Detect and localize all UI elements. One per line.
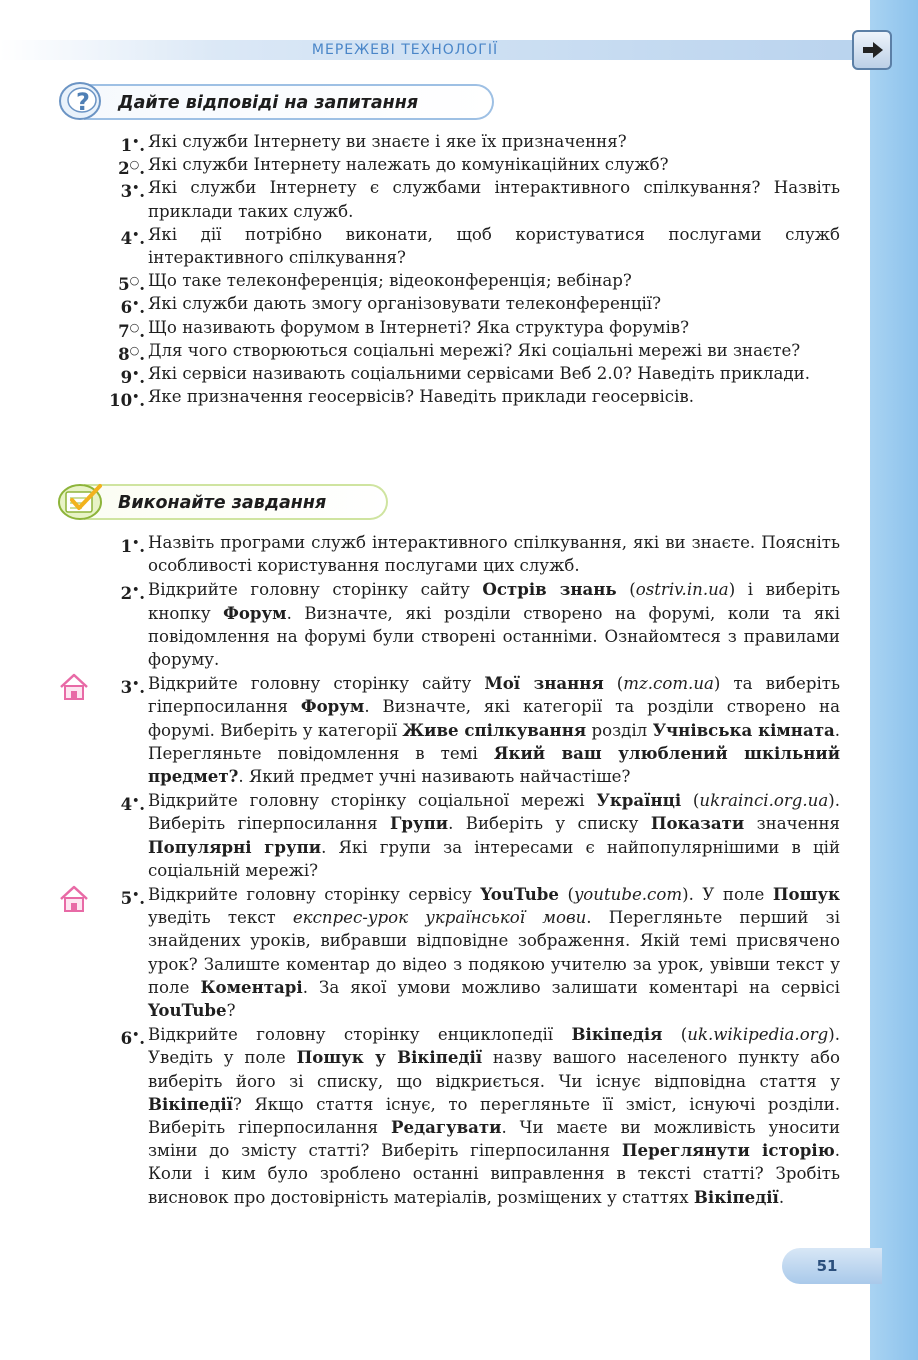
questions-list [100,130,840,411]
page-number: 51 [816,1257,838,1275]
task-item: 6•. Відкрийте головну сторінку енциклопедії Вікіпедія (uk.wikipedia.org). Уведіть у поле Пошук у Вікіпедії назву вашого населеного пункту або виберіть його зі списку, що відкриється. Чи існує відповідна стаття у Вікіпедії? Якщо стаття існує, то перегляньте її зміст, існуючі розділи. Виберіть гіперпосилання Редагувати. Чи маєте ви можливість уносити зміни до змісту статті? Виберіть гіперпосилання Переглянути історію. Коли і ким було зроблено останні виправлення в тексті статті? Зробіть висновок про достовірність матеріалів, розміщених у статтях Вікіпедії. [120,1024,841,1207]
task-item: 4•. Відкрийте головну сторінку соціальної мережі Українці (ukrainci.org.ua). Виберіть гіперпосилання Групи. Виберіть у списку Показати значення Популярні групи. Які групи за інтересами є найпопулярнішими в цій соціальній мережі? [120,790,841,880]
checklist-icon [56,480,106,522]
svg-text:?: ? [76,88,90,116]
next-page-button[interactable] [852,30,892,70]
tasks-title: Виконайте завдання [118,493,327,513]
question-item: 6•. Які служби дають змогу організовувати телеконференції? [120,294,662,318]
question-item: 5○. Що таке телеконференція; відеоконференція; вебінар? [118,271,632,295]
questions-banner [84,84,494,120]
task-item: 2•. Відкрийте головну сторінку сайту Острів знань (ostriv.in.ua) і виберіть кнопку Форум. Визначте, які розділи створено на форумі, коли та які повідомлення на форумі були створені останніми. Ознайомтеся з правилами форуму. [120,579,841,670]
tasks-list [100,531,840,1209]
question-item: 8○. Для чого створюються соціальні мережі? Які соціальні мережі ви знаєте? [118,340,801,364]
task-item: 5•. Відкрийте головну сторінку сервісу YouTube (youtube.com). У поле Пошук уведіть текст експрес-урок української мови. Перегляньте перший зі знайдених уроків, вибравши відповідне зображення. Якій темі присвячено урок? Залиште коментар до відео з подякою учителю за урок, увівши текст у поле Коментарі. За якої умови можливо залишати коментарі на сервісі YouTube? [120,884,841,1021]
tasks-banner [84,484,388,520]
question-item: 2○. Які служби Інтернету належать до комунікаційних служб? [118,155,669,179]
side-strip [870,0,918,1360]
question-item: 1•. Які служби Інтернету ви знаєте і яке їх призначення? [120,132,627,155]
question-item: 4•. Які дії потрібно виконати, щоб користуватися послугами служб інтерактивного спілкування? [120,224,840,268]
home-task-icon [58,672,90,702]
question-item: 9•. Які сервіси називають соціальними сервісами Веб 2.0? Наведіть приклади. [120,364,810,388]
questions-title: Дайте відповіді на запитання [118,93,419,113]
question-item: 3•. Які служби Інтернету є службами інтерактивного спілкування? Назвіть приклади таких служб. [120,178,840,221]
task-item: 1•. Назвіть програми служб інтерактивного спілкування, які ви знаєте. Поясніть особливості користування послугами цих служб. [120,533,840,576]
home-task-icon [58,884,90,914]
task-item: 3•. Відкрийте головну сторінку сайту Мої знання (mz.com.ua) та виберіть гіперпосилання Форум. Визначте, які категорії та розділи створено на форумі. Виберіть у категорії Живе спілкування розділ Учнівська кімната. Перегляньте повідомлення в темі Який ваш улюблений шкільний предмет?. Який предмет учні називають найчастіше? [120,673,841,787]
chapter-title: МЕРЕЖЕВІ ТЕХНОЛОГІЇ [311,42,499,58]
arrow-right-icon [861,40,885,60]
question-icon [56,80,102,122]
question-item: 7○. Що називають форумом в Інтернеті? Яка структура форумів? [118,317,689,341]
page-number-tab [782,1248,882,1284]
question-item: 10•. Яке призначення геосервісів? Наведіть приклади геосервісів. [109,387,695,411]
